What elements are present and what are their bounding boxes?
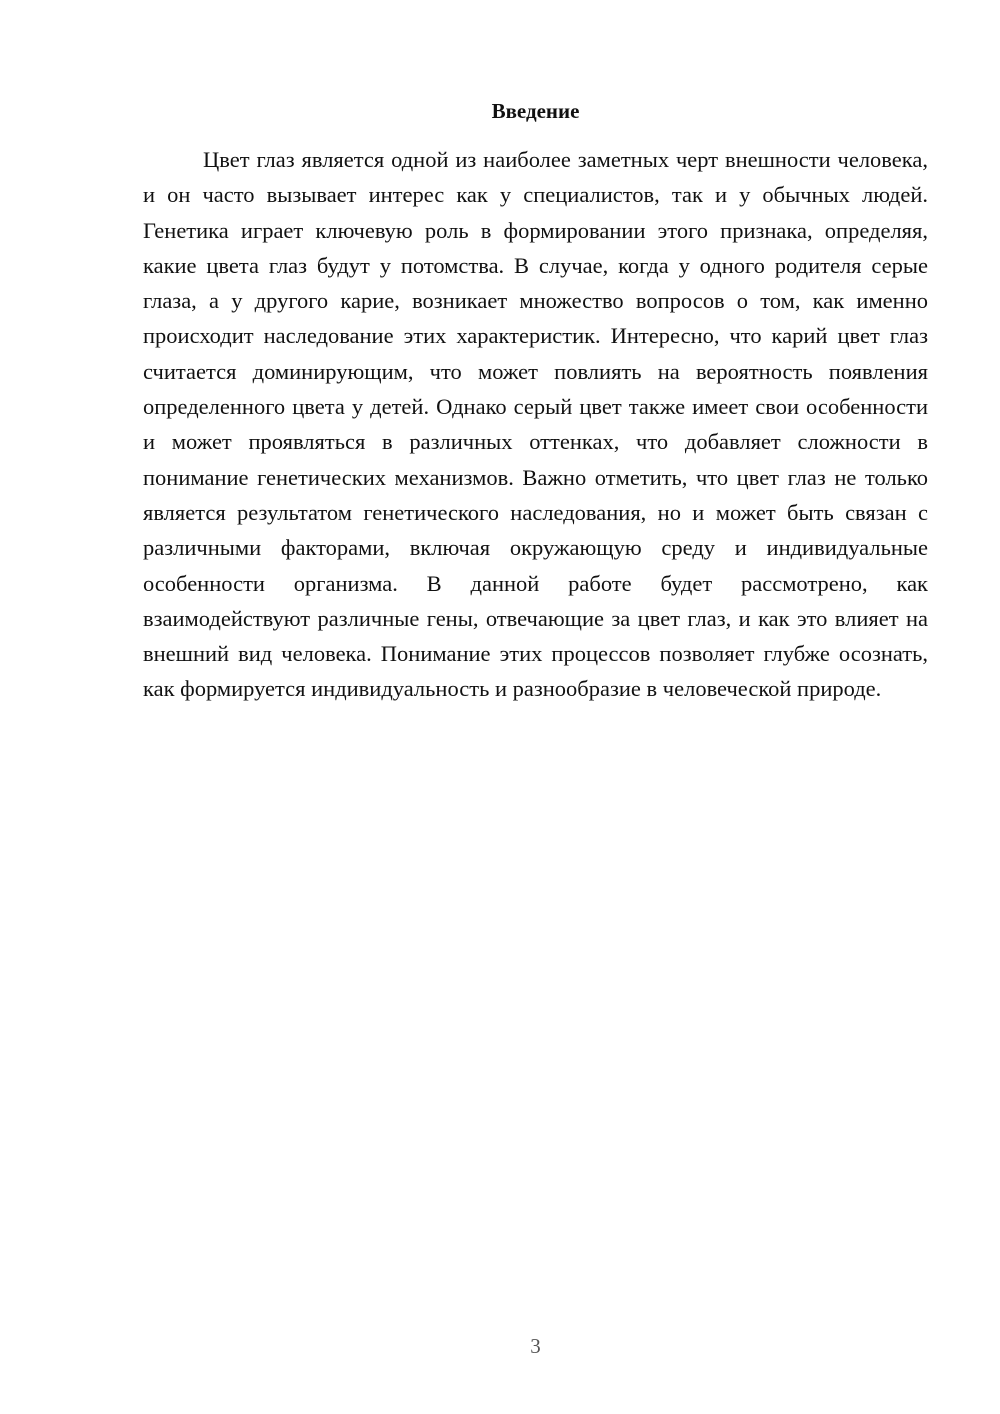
- page-number: 3: [530, 1334, 541, 1358]
- section-heading: Введение: [491, 99, 580, 123]
- body-paragraph: Цвет глаз является одной из наиболее заметных черт внешности человека, и он часто вызывает интерес как у специалистов, так и у обычных людей. Генетика играет ключевую роль в формировании этого признака, определяя, какие цвета глаз будут у потомства. В случае, когда у одного родителя серые глаза, а у другого карие, возникает множество вопросов о том, как именно происходит наследование этих характеристик. Интересно, что карий цвет глаз считается доминирующим, что может повлиять на вероятность появления определенного цвета у детей. Однако серый цвет также имеет свои особенности и может проявляться в различных оттенках, что добавляет сложности в понимание генетических механизмов. Важно отметить, что цвет глаз не только является результатом генетического наследования, но и может быть связан с различными факторами, включая окружающую среду и индивидуальные особенности организма. В данной работе будет рассмотрено, как взаимодействуют различные гены, отвечающие за цвет глаз, и как это влияет на внешний вид человека. Понимание этих процессов позволяет глубже осознать, как формируется индивидуальность и разнообразие в человеческой природе.: [143, 147, 928, 702]
